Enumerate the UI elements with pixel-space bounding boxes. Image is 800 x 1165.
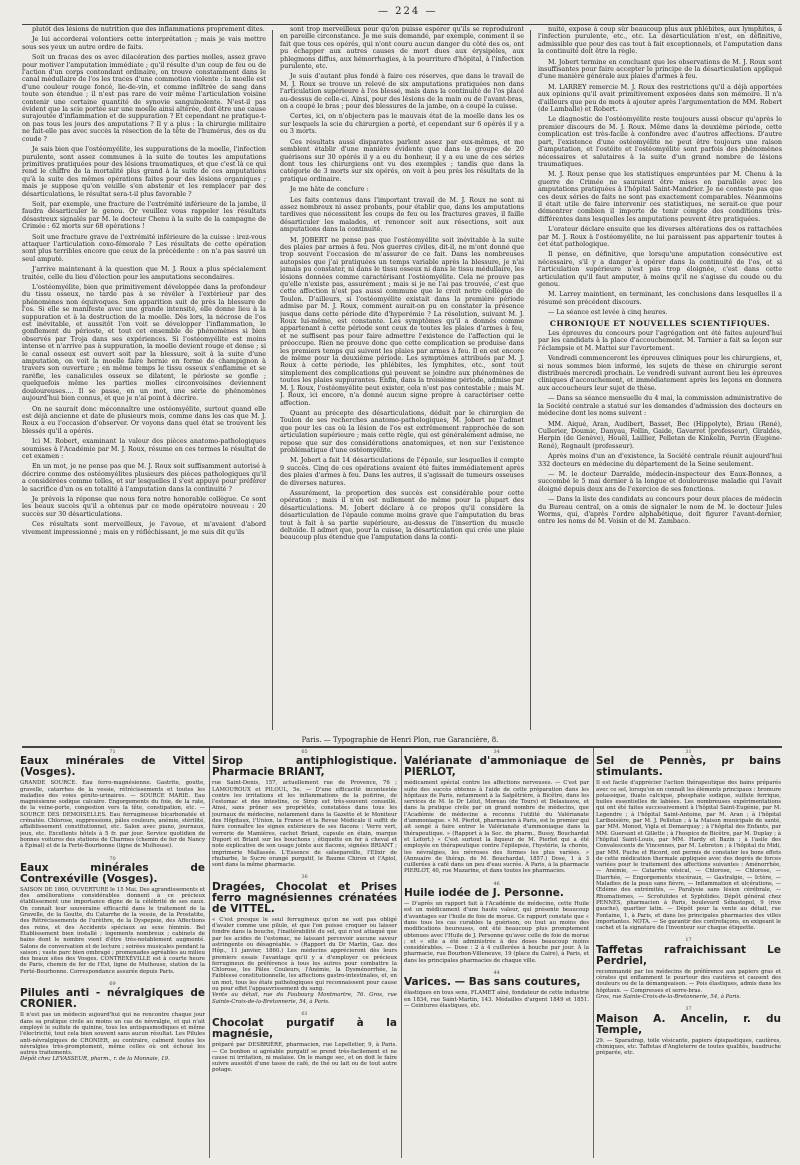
page-header bbox=[0, 6, 800, 24]
ad-number: 31 bbox=[685, 749, 692, 755]
ad-text: « C'est presque le seul ferrugineux qu'on ne soit pas obligé d'avaler comme une pilule, et que l'on puisse croquer ou laisser fondre dans la bouche, l'inaltérabilité du sel, qui n'est attaqué que par les acides de l'estomac, ne laissant percevoir aucune saveur astringente ou désagréable. » (Rapport du Dr Martin, Gaz. des Hôp., 11 janvier, 1860.) Les médecins apprécieront dès leurs premiers essais l'avantage qu'il y a d'employer ce précieux ferrugineux de préférence à tous les autres pour combattre la Chlorose, les Pâles Couleurs, l'Anémie, la Dysménorrhée, la Faiblesse constitutionnelle, les affections gastro-intestinales, et, en un mot, tous les états pathologiques qui reconnaissent pour cause ou pour effet l'appauvrissement du sang. bbox=[212, 916, 397, 993]
paragraph: Je me hâte de conclure : bbox=[290, 185, 369, 194]
ad-divider bbox=[209, 748, 210, 1158]
advertisement bbox=[20, 981, 205, 1063]
page-number: — 224 — bbox=[378, 6, 438, 17]
ad-text: SAISON DE 1860, OUVERTURE le 15 Mai. Des agrandissements et des améliorations considérables donnent à ce précieux établissement une importance digne de la célébrité de ses eaux. On connaît leur souveraine efficacité dans le traitement de la Gravelle, de la Goutte, du Catarrhe de la vessie, de la Prostatite, des Rétrécissements de l'urèthre, de la Dyspepsie, des Affections des reins, et des Accidents spéciaux au sexe féminin. Bel Établissement bien installé ; logements nombreux ; cabinets de bains dont le nombre vient d'être très-notablement augmenté. Salons de conversation et de lecture ; soirées musicales pendant la saison ; vaste parc bien ombragé ; promenades agréables au milieu des beaux sites des Vosges. CONTREXÉVILLE est à courte heure de Paris, chemin de fer de l'Est, ligne de Mulhouse, station de la Ferté-Bourbonne. Correspondance assurée depuis Paris. bbox=[20, 886, 205, 975]
paragraph: Assurément, la proportion des succès est considérable pour cette opération ; mais il n'en est nullement de même pour la plupart des désarticulations. M. Jobert déclare à ce propos qu'il considère la désarticulation de l'épaule comme moins grave que l'amputation du bras tout à fait à sa partie supérieure, au-dessus de l'insertion du muscle deltoïde. Il admet que, pour la cuisse, la désarticulation qui crée une plaie beaucoup plus étendue que l'amputation dans la conti- bbox=[280, 488, 524, 542]
ad-title: Valérianate d'ammoniaque de PIERLOT, bbox=[404, 755, 589, 779]
paragraph: Je suis d'autant plus fondé à faire ces réserves, que dans le travail de M. J. Roux se trouve un relevé de six amputations pratiquées non dans l'articulation supérieure à l'os blessé, mais dans la continuité de l'os placé au-dessus de celle-ci. Ainsi, pour des lésions de la main ou de l'avant-bras, on a coupé le bras ; pour des blessures de la jambe, on a coupé la cuisse. bbox=[280, 72, 524, 111]
ad-number: 37 bbox=[685, 1006, 692, 1013]
ad-title: Eaux minérales de Vittel (Vosges). bbox=[20, 755, 205, 779]
paragraph: M. JOBERT ne pense pas que l'ostéomyélite soit inévitable à la suite des plaies par armes à feu. Nos guerres civiles, dit-il, ne m'ont donné que trop souvent l'occasion de m'assurer de ce fait. Dans les nombreuses autopsies que j'ai pratiquées un temps variable après la blessure, je n'ai jamais pu constater, ni dans le tissu osseux ni dans le tissu médullaire, les lésions données comme caractérisant l'ostéomyélite. Cela ne prouve pas qu'elle n'existe pas, assurément ; mais si je ne l'ai pas trouvée, c'est que cette affection n'est pas aussi commune que le croit notre collègue de Toulon. D'ailleurs, si l'ostéomyélite existait dans la première période admise par M. J. Roux, comment aurait-on pu en constater la présence jusque dans cette période dite d'hyperémie ? La résolution, suivant M. J. Roux lui-même, est constante. Les symptômes qu'il a donnés comme appartenant à cette période sont ceux de toutes les plaies d'armes à feu, et ne suffisent pas pour faire admettre l'existence de l'affection qui le préoccupe. Rien ne prouve donc que cette complication se produise dans les premiers temps qui suivent les plaies par armes à feu. Il en est encore de même pour la deuxième période. Les symptômes attribués par M. J. Roux à cette période, les phlébites, les lymphites, etc., sont tout simplement des complications qui peuvent se joindre aux phénomènes de toutes les plaies suppurantes. Enfin, dans la troisième période, admise par M. J. Roux, l'ostéomyélite peut exister, cela n'est pas contestable ; mais M. J. Roux, ici encore, n'a donné aucun signe propre à caractériser cette affection. bbox=[280, 235, 524, 407]
ad-title: Taffetas rafraichissant Le Perdriel, bbox=[596, 943, 781, 967]
paragraph: Ces résultats sont merveilleux, je l'avoue, et m'avaient d'abord vivement impressionné ; mais en y réfléchissant, je me suis dit qu'ils bbox=[22, 520, 266, 536]
ad-column-2 bbox=[212, 748, 397, 1158]
ad-text: Il n'est pas un médecin aujourd'hui qui ne rencontre chaque jour dans sa pratique civile au moins un cas de névralgie, et qui n'ait employé le sulfate de quinine, tous les antispasmodiques et même l'électricité, tout cela bien souvent sans aucun résultat. Les Pilules anti-névralgiques de CRONIER, au contraire, calment toutes les névralgies très-promptement, même celles où ont échoué les autres traitements. bbox=[20, 1012, 205, 1057]
ad-number: 44 bbox=[493, 970, 500, 977]
ad-column-3 bbox=[404, 748, 589, 1158]
article-column-2 bbox=[280, 26, 524, 736]
ad-divider bbox=[593, 748, 594, 1158]
paragraph: M. Jobert a fait 14 désarticulations de l'épaule, sur lesquelles il compte 9 succès. Cinq de ces opérations avaient été faites immédiatement après des plaies d'armes à feu. Dans les autres, il s'agissait de tumeurs osseuses de diverses natures. bbox=[280, 456, 524, 487]
paragraph: L'ostéomyélite, bien que primitivement développée dans la profondeur du tissu osseux, ne tarde pas à se révéler à l'extérieur par des phénomènes non équivoques. Son apparition suit de près la blessure de l'os. Si elle se manifeste avec une grande intensité, elle donne lieu à la suppuration et à la destruction de la moelle. Dès lors, la nécrose de l'os est inévitable, et aussitôt l'on voit se développer l'inflammation, le gonflement du périoste, et tout cet ensemble de phénomènes si bien observés par Troja dans ses expériences. Si l'ostéomyélite est moins intense et n'arrive pas à suppuration, la moelle devient rouge et dense ; si le canal osseux est ouvert soit par la blessure, soit à la suite d'une amputation, on voit la moelle faire hernie en forme de champignon à travers son ouverture ; en même temps le tissu osseux s'enflamme et se raréfie, les canalicules osseux se dilatent, le périoste se gonfle ; quelquefois même les parties molles circonvoisines deviennent douloureuses.... Il se passe, en un mot, une série de phénomènes aujourd'hui bien connus, et que je n'ai point à décrire. bbox=[22, 283, 266, 403]
paragraph: — La séance est levée à cinq heures. bbox=[548, 308, 668, 317]
ad-text: préparé par DESBRIÈRE, pharmacien, rue Lepelletier, 9, à Paris. — Ce bonbon si agréable purgatif se prend très-facilement et ne cause ni irritation, ni malaise. On le mange sec, et on doit le faire suivre aussitôt d'une tasse de café, de thé ou lait ou de tout autre potage. bbox=[212, 1042, 397, 1074]
paragraph: plutôt des lésions de nutrition que des inflammations proprement dites. bbox=[32, 26, 265, 33]
paragraph: — M. le docteur Darralde, médecin-inspecteur des Eaux-Bonnes, a succombé le 5 mai dernier à la longue et douloureuse maladie qui l'avait éloigné depuis deux ans de l'exercice de ses fonctions. bbox=[538, 469, 782, 493]
advertisements bbox=[20, 748, 784, 1160]
ad-text: GRANDE SOURCE. Eau ferro-magnésienne. Gastrite, goutte, gravelle, catarrhes de la vessie, rétrécissements et toutes les maladies des voies génito-urinaires. — SOURCE MARIE. Eau magnésienne sodique calcaire. Engorgements du foie, de la rate, de la veine-porte, congestion vers la tête, constipation, etc. — SOURCE DES DEMOISELLES. Eau ferrugineuse bicarbonatée et crénatée. Chlorose, suppressions, pâles couleurs, anémie, stérilité, affaiblissement constitutionnel, etc. Salon avec piano, journaux, jeux, etc. Excellents hôtels à 5 fr. par jour. Service quotidien de bonnes voitures des stations de Charmes (chemin de fer de Nancy à Épinal) et de la Ferté-Bourbonne (ligne de Mulhouse). bbox=[20, 780, 205, 850]
ad-title: Sirop antiphlogistique. Pharmacie BRIANT, bbox=[212, 755, 397, 779]
paragraph: sont trop merveilleux pour qu'on puisse espérer qu'ils se reproduiront en pareille circonstance. Je me suis demandé, par exemple, comment il se fait que tous ces opérés, qui n'ont couru aucun danger du côté des os, ont pu échapper aux autres causes de mort dues aux érysipèles, aux phlegmons diffus, aux hémorrhagies, à la pourriture d'hôpital, à l'infection purulente, etc. bbox=[280, 26, 524, 71]
ad-title: Eaux minérales de Contrexéville (Vosges). bbox=[20, 861, 205, 885]
paragraph: Les faits contenus dans l'important travail de M. J. Roux ne sont ni assez nombreux ni assez probants, pour établir que, dans les amputations tardives que nécessitent les coups de feu ou les fractures graves, il faille désarticuler les malades, et renoncer soit aux résections, soit aux amputations dans la continuité. bbox=[280, 195, 524, 234]
paragraph: Je lui accorderai volontiers cette interprétation ; mais je vais mettre sous ses yeux un autre ordre de faits. bbox=[22, 35, 266, 51]
advertisement bbox=[596, 749, 781, 931]
paragraph: M. J. Roux pense que les statistiques empruntées par M. Chenu à la guerre de Crimée ne sauraient être mises en parallèle avec les amputations pratiquées à l'hôpital Saint-Mandrier. Je ne conteste pas que ces deux séries de faits ne sont pas exactement comparables. Néanmoins il était utile de faire intervenir ces statistiques, ne serait-ce que pour démontrer combien il importe de tenir compte des conditions très-différentes dans lesquelles les amputations peuvent être pratiquées. bbox=[538, 170, 782, 223]
paragraph: Ici M. Robert, examinant la valeur des pièces anatomo-pathologiques soumises à l'Académie par M. J. Roux, résume en ces termes le résultat de cet examen : bbox=[22, 437, 266, 460]
ad-number: 71 bbox=[109, 749, 116, 755]
advertisement bbox=[20, 749, 205, 850]
ad-number: 65 bbox=[301, 749, 308, 755]
paragraph: Il pense, en définitive, que lorsqu'une amputation consécutive est nécessaire, s'il y a danger à opérer dans la continuité de l'os, et si l'articulation supérieure n'est pas trop éloignée, c'est dans cette articulation qu'il faut amputer, à moins qu'il ne s'agisse du coude ou du genou. bbox=[538, 250, 782, 288]
paragraph: Après moins d'un an d'existence, la Société centrale réunit aujourd'hui 332 docteurs en médecine du département de la Seine seulement. bbox=[538, 452, 782, 468]
ad-number: 69 bbox=[109, 981, 116, 988]
paragraph: Soit un fracas des os avec dilacération des parties molles, assez grave pour motiver l'amputation immédiate ; qu'il résulte d'un coup de feu ou de l'action d'un corps contondant ordinaire, on trouve constamment dans le canal médullaire de l'os les traces d'une commotion violente : la moelle est d'une couleur rouge foncé, lie-de-vin, et comme infiltrée de sang dans toute son étendue ; il n'est pas rare de voir même l'articulation voisine contenir une certaine quantité de synovie sanguinolente. N'est-il pas évident que la scie portée sur une moelle ainsi altérée, doit être une cause surajoutée d'inflammation et de suppuration ? Et cependant ne pratique-t-on pas tous les jours des amputations ? Il y a plus : la chirurgie militaire ne fait-elle pas avec succès la résection de la tête de l'humérus, des os du coude ? bbox=[22, 53, 266, 143]
ad-title: Varices. — Bas sans coutures, bbox=[404, 976, 581, 989]
ad-text: rue Saint-Denis, 157, actuellement rue de Provence, 76 ; LAMOUROUX et PILOUL, 5e. — D'une efficacité incontestée contre les irritations et les inflammations de la poitrine, de l'estomac et des intestins, ce Sirop est très-souvent conseillé. Ainsi, sans prôner ses propriétés, constatées dans tous les journaux de médecine, notamment dans la Gazette et le Moniteur des Hôpitaux, l'Union, la France et la Revue Médicale il suffit de faire connaître les signes extérieurs de ses flacons : Verre vert, verrerie de Mamières, cachet Briant, capsule en étain, marque Duport et Briant sur les bouchons ; étiquette en fer à cheval et note explicative de son usage jointe aux flacons, signées BRIANT ; imprimerie Mallassée. L'Essence de salsepareille, l'Elixir de rhubarbe, le Sucre orangé purgatif, le Baume Chiron et l'Apiol, sont dans la même pharmacie. bbox=[212, 780, 397, 869]
ad-title: Sel de Pennès, pr bains stimulants. bbox=[596, 755, 781, 779]
paragraph: Ces résultats aussi disparates parlent assez par eux-mêmes, et me semblent établir d'une manière évidente que dans le groupe de 20 guérisons sur 30 opérés il y a eu du bonheur, il y a eu une de ces séries dont tous les chirurgiens ont vu des exemples ; tandis que dans la catégorie de 3 morts sur six opérés, on voit à peu près les résultats de la pratique ordinaire. bbox=[280, 137, 524, 183]
paragraph: L'orateur déclare ensuite que les diverses altérations des os rattachées par M. J. Roux à l'ostéomyélite, ne lui paraissent pas appartenir toutes à cet état pathologique. bbox=[538, 225, 782, 248]
ad-divider bbox=[401, 748, 402, 1158]
ad-title: Huile iodée de J. Personne. bbox=[404, 887, 564, 900]
column-divider bbox=[272, 30, 273, 730]
article-body bbox=[22, 26, 782, 736]
paragraph: Soit une fracture grave de l'extrémité inférieure de la cuisse : irez-vous attaquer l'articulation coxo-fémorale ? Les résultats de cette opération sont plus terribles encore que ceux de la précédente : on n'a pas sauvé un seul amputé. bbox=[22, 232, 266, 263]
article-column-1 bbox=[22, 26, 266, 736]
ad-text: 29. — Sparadrap, toile vésicante, papiers épispastiques, cautères, chimiques, etc. Taffetas d'Angleterre de toutes qualités, baudruche préparée, etc. bbox=[596, 1037, 781, 1057]
section-title: CHRONIQUE ET NOUVELLES SCIENTIFIQUES. bbox=[549, 318, 771, 328]
ad-title: Pilules anti - névralgiques de CRONIER. bbox=[20, 987, 205, 1011]
paragraph: Quant au précepte des désarticulations, déduit par le chirurgien de Toulon de ses recherches anatomo-pathologiques, M. Jobert ne l'admet que pour les cas où la lésion de l'os est extrêmement rapprochée de son articulation supérieure ; mais cette règle, qui est généralement admise, ne repose que sur des considérations anatomiques, et non sur l'existence problématique d'une ostéomyélite. bbox=[280, 408, 524, 454]
ad-number: 61 bbox=[301, 1010, 308, 1017]
ad-number: 46 bbox=[493, 880, 500, 887]
advertisement bbox=[404, 881, 589, 964]
advertisement bbox=[212, 1011, 397, 1074]
ad-address: Dépôt chez LEVASSEUR, pharm., r. de la Monnaie, 19. bbox=[20, 1056, 170, 1063]
advertisement bbox=[596, 1006, 781, 1056]
paragraph: Certes, ici, on n'objectera pas le mauvais état de la moelle dans les os sur lesquels la scie du chirurgien a porté, et cependant sur 6 opérés il y a eu 3 morts. bbox=[280, 112, 524, 136]
ad-title: Dragées, Chocolat et Prises ferro magnésiennes crénatées de VITTEL. bbox=[212, 880, 397, 915]
paragraph: Le diagnostic de l'ostéomyélite reste toujours aussi obscur qu'après le premier discours de M. J. Roux. Même dans la deuxième période, cette complication est très-facile à confondre avec d'autres affections. D'autre part, l'existence d'une ostéomyélite ne peut être toujours une raison d'amputation, et l'ostéite et l'ostéomyélite sont parfois des phénomènes nécessaires et salutaires à la suite d'un grand nombre de lésions traumatiques. bbox=[538, 115, 782, 168]
ad-column-4 bbox=[596, 748, 781, 1158]
paragraph: — Dans la liste des candidats au concours pour deux places de médecin du Bureau central, on a omis de signaler le nom de M. le docteur Jules Worms, qui, d'après l'ordre alphabétique, doit figurer l'avant-dernier, entre les noms de M. Voisin et de M. Zambaco. bbox=[538, 495, 782, 526]
paragraph: nuité, expose à coup sûr beaucoup plus aux phlébites, aux lymphites, à l'infection purulente, etc., etc. La désarticulation n'est, en définitive, admissible que pour des cas tout à fait exceptionnels, et l'amputation dans la continuité doit être la règle. bbox=[538, 26, 782, 56]
advertisement bbox=[596, 937, 781, 1000]
advertisement bbox=[404, 749, 589, 875]
ad-number: 34 bbox=[493, 749, 500, 755]
advertisement bbox=[212, 749, 397, 868]
advertisement bbox=[212, 874, 397, 1004]
imprint-line: Paris. — Typographie de Henri Plon, rue Garancière, 8. bbox=[301, 736, 499, 744]
ad-title: Chocolat purgatif à la magnésie, bbox=[212, 1017, 397, 1041]
paragraph: M. Larrey maintient, en terminant, les conclusions dans lesquelles il a résumé son précédent discours. bbox=[538, 290, 782, 306]
paragraph: Je sais bien que l'ostéomyélite, les suppurations de la moelle, l'infection purulente, sont assez communes à la suite de toutes les amputations primitives pratiquées pour des lésions traumatiques, et que c'est là ce qui rend le chiffre de la mortalité plus grand à la suite de ces amputations qu'à la suite des mêmes opérations faites pour des lésions organiques ; mais je suppose qu'on veuille s'en abstenir et les remplacer par des désarticulations, le résultat sera-t-il plus favorable ? bbox=[22, 145, 266, 198]
ad-text: élastiques en tous sens, FLAMET aîné, fondateur de cette industrie en 1834, rue Saint-Martin, 143. Médailles d'argent 1849 et 1851. — Ceintures élastiques, etc. bbox=[404, 990, 589, 1009]
article-column-3 bbox=[538, 26, 782, 736]
paragraph: Les épreuves du concours pour l'agrégation ont été faites aujourd'hui par les candidats à la place d'accouchement. M. Tarnier a fait sa leçon sur l'éclampsie et M. Mattei sur l'avortement. bbox=[538, 329, 782, 352]
header-rule bbox=[22, 24, 782, 25]
paragraph: Soit, par exemple, une fracture de l'extrémité inférieure de la jambe, il faudra désarticuler le genou. Or veuillez vous rappeler les résultats désastreux signalés par M. le docteur Chenu à la suite de la campagne de Crimée : 62 morts sur 68 opérations ! bbox=[22, 199, 266, 231]
ad-text: médicament spécial contre les affections nerveuses. — C'est par suite des succès obtenus à l'aide de cette préparation dans les hôpitaux de Paris, notamment à la Salpêtrière, à Bicêtre, dans les services de M. le Dr Lélut, Moreau (de Tours) et Delasiauve, et dans la pratique civile par un grand nombre de médecins, que l'Académie de médecine a reconnu l'utilité du Valérianate d'ammoniaque. « M. Pierlot, pharmacien à Paris, est le premier qui ait songé à faire entrer le Valérianate d'ammoniaque dans la thérapeutique. » (Rapport à la Soc. de pharm., Bussy, Bouchardat et Lefort.) « C'est surtout la liqueur de M. Pierlot qui a été employée en thérapeutique contre l'épilepsie, l'hystérie, la chorée, les névralgies, les névroses des formes les plus variées. » (Annuaire de thérap. de M. Bouchardat, 1857.) Dose, 1 à 3 cuillerées à café dans un peu d'eau sucrée. À Paris, à la pharmacie PIERLOT, 40, rue Mazarine, et dans toutes les pharmacies. bbox=[404, 780, 589, 875]
paragraph: Vendredi commenceront les épreuves cliniques pour les chirurgiens, et, si nous sommes bien informé, les sujets de thèse en chirurgie seront distribués mercredi prochain. Le vendredi suivant auront lieu les épreuves cliniques d'accouchement, et immédiatement après les leçons en donnera aux accoucheurs leur sujet de thèse. bbox=[538, 354, 782, 392]
ad-address: Gros, rue Sainte-Croix-de-la-Bretonnerie, 54, à Paris. bbox=[596, 993, 741, 1000]
advertisement bbox=[404, 970, 589, 1009]
ad-number: 70 bbox=[109, 855, 116, 862]
paragraph: M. LARREY remercie M. J. Roux des restrictions qu'il a déjà apportées aux opinions qu'il avait primitivement exposées dans son mémoire. Il n'a d'ailleurs que peu de mots à ajouter après l'argumentation de MM. Robert (de Lamballe) et Robert. bbox=[538, 82, 782, 114]
ad-text: Il est facile d'apprécier l'action thérapeutique des bains préparés avec ce sel, lorsqu'on en connaît les éléments principaux : bromure potassique, fluate calcique, phosphate sodique, sulfate ferrique, huiles essentielles de labiées. Les nombreuses expérimentations qui ont été faites successivement à l'hôpital Saint-Eugénie, par M. Legendre ; à l'hôpital Saint-Antoine, par M. Aran ; à l'hôpital Lariboisière, par M. J. Pelletan ; à la Maison municipale de santé, par MM. Monod, Vigla et Demarquay ; à l'hôpital des Enfants, par MM. Guersant et Gillette ; à l'hospice de Bicêtre, par M. Duplay ; à l'hôpital Saint-Louis, par MM. Hardy et Bazin ; à l'asile des Convalescents de Vincennes, par M. Lebreton ; à l'hôpital du Midi, par MM. Puche et Ricord, ont permis de constater les bons effets de cette médication thermale appliquée avec des degrés de forces variées pour le traitement des affections suivantes : Aménorrhée, — Anémie, — Catarrhe vésical, — Chlorose, — Chlorose, — Diarrhée, — Engorgements viscéraux, — Gastralgie, — Ictère, — Maladies de la peau sans fièvre, — Inflammation et ulcérations, — Œdème des extrémités, — Paralysie sans lésion cérébrale, — Rhumatismes, — Scrofulides et Syphilides. Dépôt général chez PENNÈS, pharmacien à Paris, boulevard Sébastopol, 9 (rive gauche), quartier latin. — Dépôt pour la vente au détail, rue Fontaine, 1, à Paris, et dans les principales pharmacies des villes importantes. NOTA. — Se garantir des contrefaçons, en exigeant le cachet et la signature de l'inventeur sur chaque étiquette. bbox=[596, 780, 781, 932]
column-divider bbox=[530, 30, 531, 730]
paragraph: On ne saurait donc méconnaître une ostéomyélite, surtout quand elle est déjà ancienne et date de plusieurs mois, comme dans les cas que M. J. Roux a eu l'occasion d'observer. Or voyons dans quel état se trouvent les blessés qu'il a opérés. bbox=[22, 404, 266, 435]
advertisement bbox=[20, 856, 205, 975]
paragraph: MM. Aiqué, Aran, Audibert, Basset, Bec (Hippolyte), Briau (René), Cullerier, Doumic, Danyau, Follin, Gaide, Gavarret (professeur), Giraldès, Herpin (de Genève), Houël, Laillier, Pelletan de Kinkelin, Perrin (Eugène-René), Regnault (professeur). bbox=[538, 419, 782, 450]
paragraph: M. Jobert termine en concluant que les observations de M. J. Roux sont insuffisantes pour faire accepter le principe de la désarticulation appliqué d'une manière générale aux plaies d'armes à feu. bbox=[538, 57, 782, 81]
paragraph: — Dans sa séance mensuelle du 4 mai, la commission administrative de la Société centrale a statué sur les demandes d'admission des docteurs en médecine dont les noms suivent : bbox=[538, 394, 782, 418]
paragraph: Je prévois la réponse que nous fera notre honorable collègue. Ce sont les beaux succès qu'il a obtenus par ce mode opératoire nouveau : 20 succès sur 30 désarticulations. bbox=[22, 494, 266, 518]
paragraph: J'arrive maintenant à la question que M. J. Roux a plus spécialement traitée, celle du lieu d'élection pour les amputations secondaires. bbox=[22, 265, 266, 281]
ad-address: Vente au détail, rue du Faubourg Montmartre, 76. Gros, rue Sainte-Croix-de-la-Bretonnerie, 54, à Paris. bbox=[212, 992, 397, 1005]
ad-number: 36 bbox=[301, 874, 308, 881]
ad-number: 17 bbox=[685, 937, 692, 944]
ad-text: — D'après un rapport fait à l'Académie de médecine, cette Huile est un médicament d'une haute valeur, qui présente beaucoup d'avantages sur l'huile de foie de morue. Ce rapport constate que « dans tous les cas curables la guérison, ou tout au moins des modifications heureuses, ont été beaucoup plus promptement obtenues avec l'Huile de J. Personne qu'avec celle de foie de morue ; et « elle a été administrée à des doses beaucoup moins considérables. — Dose : 2 à 4 cuillerées à bouche par jour. À la pharmacie, rue Bourbon-Villeneuve, 19 (place du Caire), à Paris, et dans les principales pharmacies de chaque ville. bbox=[404, 901, 589, 964]
ad-text: recommandé par les médecins de préférence aux papiers gras et cérates qui enflamment le pourtour des cautères et causent des douleurs ou de la démangeaison. — Pois élastiques, admis dans les hôpitaux. — Compresses et serre-bras. bbox=[596, 968, 781, 994]
paragraph: En un mot, je ne pense pas que M. J. Roux soit suffisamment autorisé à décrire comme des ostéomyélites plusieurs des pièces pathologiques qu'il a considérées comme telles, et sur lesquelles il s'est appuyé pour préférer le sacrifice d'un os en totalité à l'amputation dans la continuité ? bbox=[22, 462, 266, 493]
ad-title: Maison A. Ancelin, r. du Temple, bbox=[596, 1012, 781, 1036]
ad-column-1 bbox=[20, 748, 205, 1158]
